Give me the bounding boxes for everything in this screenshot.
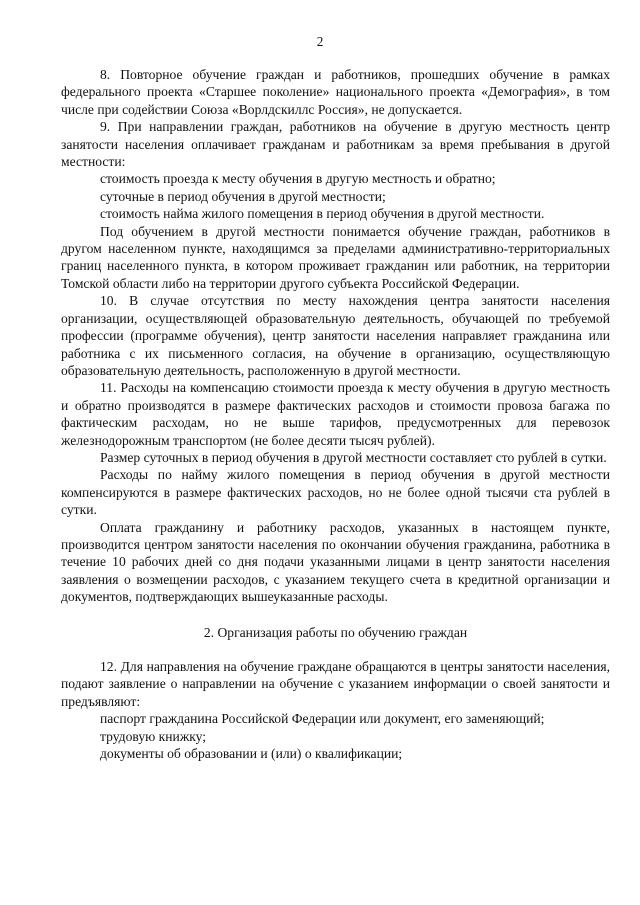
page-number: 2 xyxy=(316,34,324,49)
list-item-education-docs: документы об образовании и (или) о квалификации; xyxy=(100,746,403,762)
list-item-daily: суточные в период обучения в другой местности; xyxy=(100,188,386,204)
list-item-travel: стоимость проезда к месту обучения в другую местность и обратно; xyxy=(100,171,496,187)
list-item-workbook: трудовую книжку; xyxy=(100,728,207,744)
paragraph-9: 9. При направлении граждан, работников на обучение в другую местность центр занятости населения оплачивает гражданам и работникам за время пребывания в другой местности: xyxy=(61,119,610,170)
list-item-passport: паспорт гражданина Российской Федерации или документ, его заменяющий; xyxy=(100,711,545,727)
paragraph-11: 11. Расходы на компенсацию стоимости проезда к месту обучения в другую местность и обратно производятся в размере фактических расходов и стоимости провоза багажа по фактическим расходам, но не выше тарифов, предусмотренных для перевозок железнодорожным транспортом (не более десяти тысяч рублей). xyxy=(61,380,610,448)
paragraph-11-payment: Оплата гражданину и работнику расходов, указанных в настоящем пункте, производится центром занятости населения по окончании обучения гражданина, работника в течение 10 рабочих дней со дня подачи указанными лицами в центр занятости населения заявления о возмещении расходов, с указанием текущего счета в кредитной организации и документов, подтверждающих вышеуказанные расходы. xyxy=(61,519,610,605)
paragraph-9-definition: Под обучением в другой местности понимается обучение граждан, работников в другом населенном пункте, находящимся за пределами административно-территориальных границ населенного пункта, в котором проживает гражданин или работник, на территории Томской области либо на территории другого субъекта Российской Федерации. xyxy=(61,223,610,291)
paragraph-8: 8. Повторное обучение граждан и работников, прошедших обучение в рамках федерального проекта «Старшее поколение» национального проекта «Демография», в том числе при содействии Союза «Ворлдскиллс Россия», не допускается. xyxy=(61,67,610,117)
paragraph-11-daily: Размер суточных в период обучения в другой местности составляет сто рублей в сутки. xyxy=(100,449,607,465)
section-2-heading: 2. Организация работы по обучению граждан xyxy=(203,624,468,640)
list-item-housing: стоимость найма жилого помещения в период обучения в другой местности. xyxy=(100,206,545,222)
paragraph-12: 12. Для направления на обучение граждане обращаются в центры занятости населения, подают заявление о направлении на обучение с указанием информации о своей занятости и предъявляют: xyxy=(61,659,610,709)
document-body xyxy=(61,66,610,762)
paragraph-10: 10. В случае отсутствия по месту нахождения центра занятости населения организации, осуществляющей образовательную деятельность, обучающей по требуемой профессии (программе обучения), центр занятости населения направляет гражданина или работника с их письменного согласия, на обучение в организацию, осуществляющую образовательную деятельность, расположенную в другой местности. xyxy=(61,293,610,378)
paragraph-11-housing: Расходы по найму жилого помещения в период обучения в другой местности компенсируются в размере фактических расходов, но не более одной тысячи ста рублей в сутки. xyxy=(61,467,610,518)
